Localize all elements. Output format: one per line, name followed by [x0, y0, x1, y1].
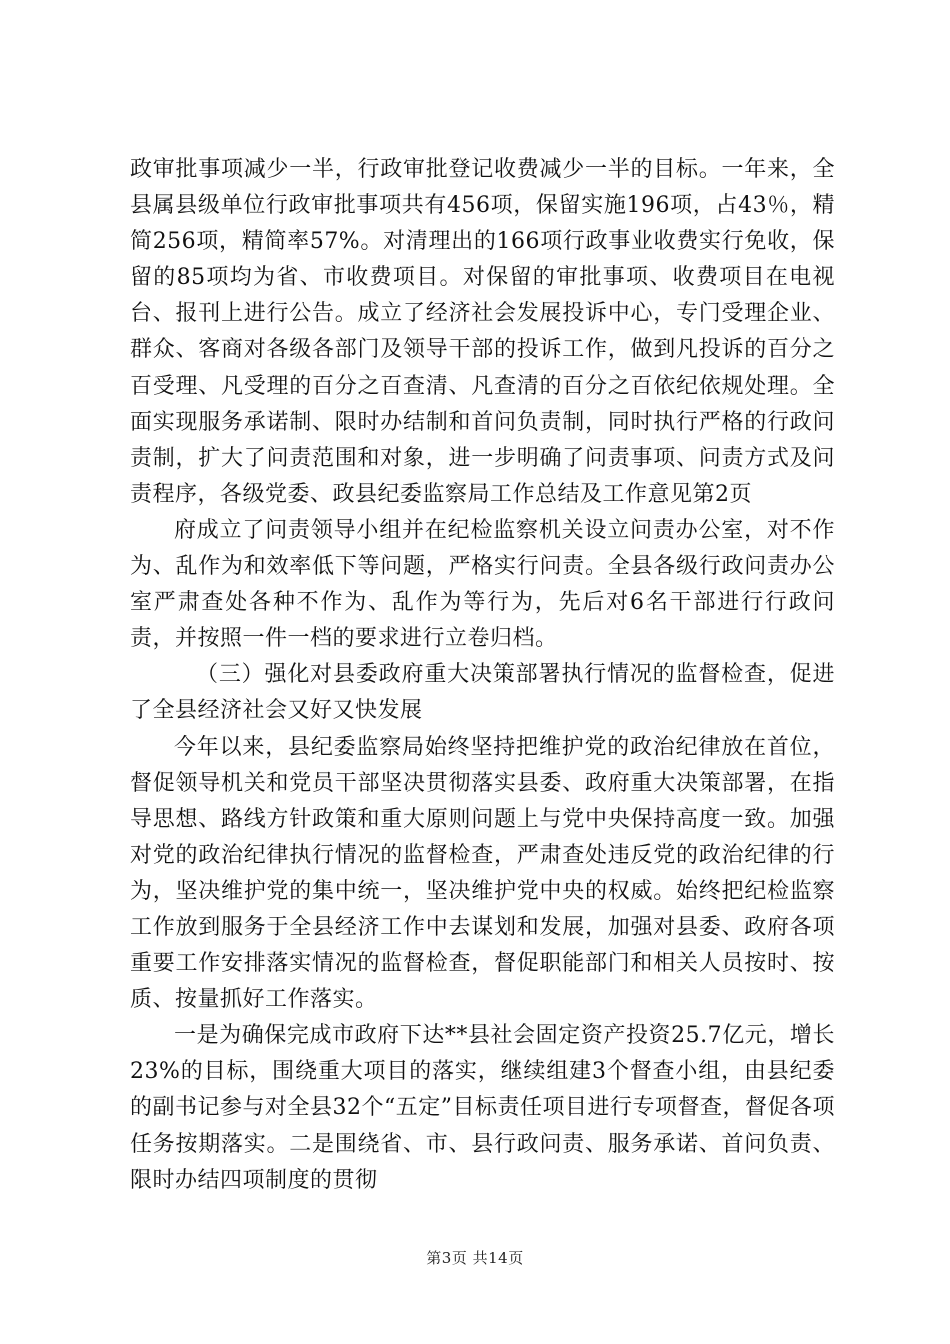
paragraph-continued: 政审批事项减少一半，行政审批登记收费减少一半的目标。一年来，全县属县级单位行政审批事项共有456项，保留实施196项，占43％，精简256项，精简率57%。对清理出的166项行政事业收费实行免收，保留的85项均为省、市收费项目。对保留的审批事项、收费项目在电视台、报刊上进行公告。成立了经济社会发展投诉中心，专门受理企业、群众、客商对各级各部门及领导干部的投诉工作，做到凡投诉的百分之百受理、凡受理的百分之百查清、凡查清的百分之百依纪依规处理。全面实现服务承诺制、限时办结制和首问负责制，同时执行严格的行政问责制，扩大了问责范围和对象，进一步明确了问责事项、问责方式及问责程序，各级党委、政县纪委监察局工作总结及工作意见第2页	[130, 157, 835, 507]
paragraph-political-discipline: 今年以来，县纪委监察局始终坚持把维护党的政治纪律放在首位，督促领导机关和党员干部坚决贯彻落实县委、政府重大决策部署，在指导思想、路线方针政策和重大原则问题上与党中央保持高度一致。加强对党的政治纪律执行情况的监督检查，严肃查处违反党的政治纪律的行为，坚决维护党的集中统一，坚决维护党中央的权威。始终把纪检监察工作放到服务于全县经济工作中去谋划和发展，加强对县委、政府各项重要工作安排落实情况的监督检查，督促职能部门和相关人员按时、按质、按量抓好工作落实。	[130, 734, 835, 1013]
paragraph-investment-supervision: 一是为确保完成市政府下达**县社会固定资产投资25.7亿元，增长23%的目标，围绕重大项目的落实，继续组建3个督查小组，由县纪委的副书记参与对全县32个“五定”目标责任项目进行专项督查，督促各项任务按期落实。二是围绕省、市、县行政问责、服务承诺、首问负责、限时办结四项制度的贯彻	[130, 1023, 835, 1193]
document-body	[130, 152, 835, 1199]
page-number-footer: 第3页 共14页	[426, 1249, 524, 1267]
section-heading-3: （三）强化对县委政府重大决策部署执行情况的监督检查，促进了全县经济社会又好又快发展	[130, 662, 835, 724]
paragraph-accountability-office: 府成立了问责领导小组并在纪检监察机关设立问责办公室，对不作为、乱作为和效率低下等问题，严格实行问责。全县各级行政问责办公室严肃查处各种不作为、乱作为等行为，先后对6名干部进行行政问责，并按照一件一档的要求进行立卷归档。	[130, 517, 835, 652]
